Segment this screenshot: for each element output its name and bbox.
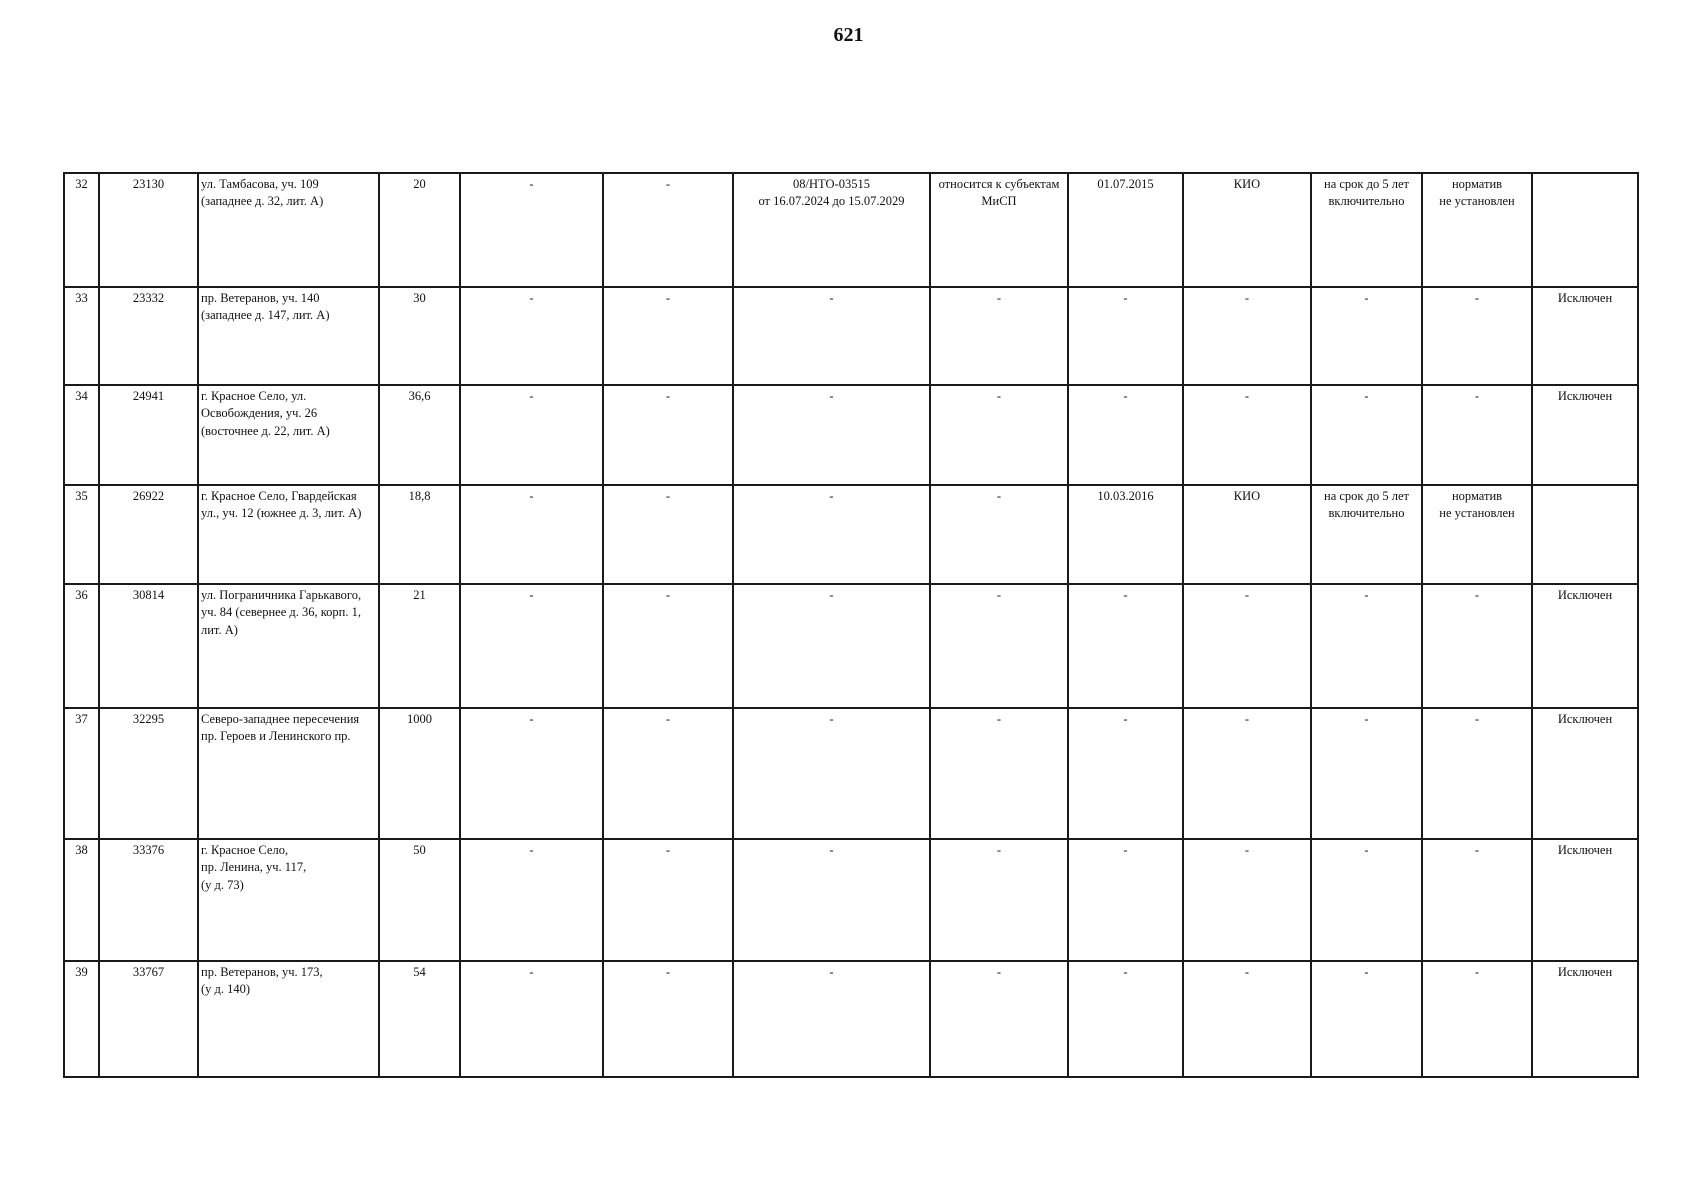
term-cell-text: - — [1364, 843, 1369, 857]
address-cell-text: г. Красное Село, пр. Ленина, уч. 117, (у д. 73) — [201, 843, 307, 892]
registry-table — [63, 172, 1639, 1078]
column-5-cell — [460, 584, 603, 708]
area-cell-text: 18,8 — [408, 489, 431, 503]
authority-cell-text: - — [1244, 712, 1250, 726]
smb-category-cell — [930, 385, 1068, 485]
contract-cell — [733, 485, 930, 584]
object-code-cell — [99, 485, 198, 584]
column-6-cell — [603, 485, 733, 584]
term-cell — [1311, 287, 1422, 385]
contract-cell-text: - — [829, 291, 834, 305]
column-6-cell-text: - — [665, 489, 671, 503]
contract-cell-text: - — [829, 389, 834, 403]
smb-category-cell — [930, 485, 1068, 584]
row-number-cell-text: 35 — [75, 489, 88, 503]
smb-category-cell-text: относится к субъектам МиСП — [938, 177, 1060, 209]
date-cell — [1068, 839, 1183, 961]
status-cell-text: Исключен — [1557, 389, 1613, 403]
row-number-cell-text: 33 — [75, 291, 88, 305]
norm-cell — [1422, 708, 1532, 839]
address-cell-text: пр. Ветеранов, уч. 173, (у д. 140) — [201, 965, 323, 997]
contract-cell — [733, 839, 930, 961]
address-cell — [198, 839, 379, 961]
status-cell-text: Исключен — [1557, 843, 1613, 857]
area-cell — [379, 287, 460, 385]
smb-category-cell-text: - — [996, 843, 1002, 857]
term-cell-text: - — [1364, 965, 1369, 979]
column-5-cell — [460, 708, 603, 839]
norm-cell-text: - — [1474, 291, 1480, 305]
area-cell-text: 1000 — [407, 712, 432, 726]
norm-cell — [1422, 173, 1532, 287]
address-cell — [198, 173, 379, 287]
date-cell — [1068, 584, 1183, 708]
term-cell — [1311, 961, 1422, 1077]
norm-cell — [1422, 385, 1532, 485]
column-6-cell-text: - — [665, 291, 671, 305]
smb-category-cell — [930, 173, 1068, 287]
object-code-cell — [99, 385, 198, 485]
object-code-cell-text: 23130 — [132, 177, 165, 191]
column-6-cell-text: - — [665, 588, 671, 602]
authority-cell-text: КИО — [1233, 489, 1261, 503]
table-row — [64, 485, 1638, 584]
table-row — [64, 385, 1638, 485]
column-5-cell — [460, 385, 603, 485]
column-6-cell-text: - — [665, 712, 671, 726]
row-number-cell — [64, 385, 99, 485]
contract-cell-text: - — [829, 843, 834, 857]
row-number-cell-text: 39 — [75, 965, 88, 979]
date-cell — [1068, 385, 1183, 485]
status-cell-text: Исключен — [1557, 588, 1613, 602]
address-cell — [198, 385, 379, 485]
row-number-cell — [64, 839, 99, 961]
object-code-cell-text: 23332 — [132, 291, 165, 305]
date-cell — [1068, 961, 1183, 1077]
term-cell-text: - — [1364, 712, 1369, 726]
date-cell-text: - — [1123, 588, 1128, 602]
object-code-cell-text: 33767 — [132, 965, 165, 979]
address-cell-text: ул. Пограничника Гарькавого, уч. 84 (севернее д. 36, корп. 1, лит. А) — [201, 588, 362, 637]
address-cell-text: Северо-западнее пересечения пр. Героев и Ленинского пр. — [201, 712, 360, 744]
row-number-cell-text: 38 — [75, 843, 88, 857]
row-number-cell-text: 36 — [75, 588, 88, 602]
status-cell — [1532, 708, 1638, 839]
term-cell-text: - — [1364, 588, 1369, 602]
area-cell — [379, 839, 460, 961]
authority-cell — [1183, 287, 1311, 385]
status-cell — [1532, 287, 1638, 385]
object-code-cell-text: 26922 — [132, 489, 165, 503]
authority-cell — [1183, 961, 1311, 1077]
address-cell-text: пр. Ветеранов, уч. 140 (западнее д. 147, лит. А) — [201, 291, 330, 323]
column-5-cell — [460, 839, 603, 961]
area-cell — [379, 485, 460, 584]
contract-cell — [733, 961, 930, 1077]
contract-cell — [733, 708, 930, 839]
contract-cell-text: - — [829, 588, 834, 602]
authority-cell — [1183, 485, 1311, 584]
smb-category-cell — [930, 287, 1068, 385]
address-cell — [198, 485, 379, 584]
row-number-cell — [64, 961, 99, 1077]
status-cell-text: Исключен — [1557, 712, 1613, 726]
area-cell-text: 36,6 — [408, 389, 431, 403]
authority-cell — [1183, 839, 1311, 961]
authority-cell-text: - — [1244, 389, 1250, 403]
contract-cell-text: 08/НТО-03515 от 16.07.2024 до 15.07.2029 — [758, 177, 905, 209]
object-code-cell — [99, 708, 198, 839]
column-6-cell — [603, 961, 733, 1077]
smb-category-cell — [930, 839, 1068, 961]
status-cell — [1532, 839, 1638, 961]
authority-cell — [1183, 708, 1311, 839]
authority-cell-text: - — [1244, 843, 1250, 857]
status-cell-text: Исключен — [1557, 291, 1613, 305]
date-cell-text: - — [1123, 843, 1128, 857]
area-cell — [379, 173, 460, 287]
date-cell-text: - — [1123, 965, 1128, 979]
address-cell — [198, 961, 379, 1077]
column-6-cell-text: - — [665, 389, 671, 403]
row-number-cell — [64, 708, 99, 839]
norm-cell — [1422, 287, 1532, 385]
column-5-cell-text: - — [529, 965, 534, 979]
date-cell-text: - — [1123, 712, 1128, 726]
term-cell-text: на срок до 5 лет включительно — [1324, 177, 1409, 209]
object-code-cell — [99, 839, 198, 961]
table-body — [64, 173, 1638, 1077]
address-cell-text: г. Красное Село, ул. Освобождения, уч. 26 (восточнее д. 22, лит. А) — [201, 389, 330, 438]
contract-cell-text: - — [829, 965, 834, 979]
authority-cell — [1183, 584, 1311, 708]
column-6-cell — [603, 287, 733, 385]
date-cell-text: - — [1123, 389, 1128, 403]
address-cell — [198, 287, 379, 385]
norm-cell-text: - — [1474, 389, 1480, 403]
status-cell — [1532, 961, 1638, 1077]
address-cell-text: г. Красное Село, Гвардейская ул., уч. 12 (южнее д. 3, лит. А) — [201, 489, 362, 521]
norm-cell — [1422, 485, 1532, 584]
column-5-cell — [460, 961, 603, 1077]
area-cell — [379, 584, 460, 708]
object-code-cell — [99, 961, 198, 1077]
column-5-cell-text: - — [529, 389, 534, 403]
table-row — [64, 961, 1638, 1077]
address-cell — [198, 584, 379, 708]
row-number-cell — [64, 485, 99, 584]
smb-category-cell — [930, 584, 1068, 708]
object-code-cell-text: 32295 — [132, 712, 165, 726]
column-6-cell — [603, 173, 733, 287]
norm-cell-text: - — [1474, 588, 1480, 602]
smb-category-cell-text: - — [996, 965, 1002, 979]
column-5-cell-text: - — [529, 489, 534, 503]
date-cell-text: - — [1123, 291, 1128, 305]
object-code-cell-text: 24941 — [132, 389, 165, 403]
row-number-cell-text: 32 — [75, 177, 88, 191]
norm-cell-text: - — [1474, 712, 1480, 726]
contract-cell — [733, 287, 930, 385]
column-6-cell — [603, 385, 733, 485]
term-cell — [1311, 584, 1422, 708]
column-6-cell-text: - — [665, 177, 671, 191]
object-code-cell-text: 33376 — [132, 843, 165, 857]
area-cell — [379, 708, 460, 839]
authority-cell — [1183, 173, 1311, 287]
row-number-cell-text: 34 — [75, 389, 88, 403]
object-code-cell — [99, 584, 198, 708]
address-cell — [198, 708, 379, 839]
smb-category-cell — [930, 961, 1068, 1077]
row-number-cell-text: 37 — [75, 712, 88, 726]
term-cell-text: - — [1364, 291, 1369, 305]
object-code-cell — [99, 173, 198, 287]
norm-cell-text: - — [1474, 843, 1480, 857]
table-row — [64, 584, 1638, 708]
table-row — [64, 839, 1638, 961]
status-cell-text: Исключен — [1557, 965, 1613, 979]
term-cell — [1311, 173, 1422, 287]
norm-cell — [1422, 961, 1532, 1077]
table-row — [64, 708, 1638, 839]
object-code-cell-text: 30814 — [132, 588, 165, 602]
status-cell — [1532, 173, 1638, 287]
date-cell — [1068, 173, 1183, 287]
address-cell-text: ул. Тамбасова, уч. 109 (западнее д. 32, лит. А) — [201, 177, 324, 209]
smb-category-cell-text: - — [996, 389, 1002, 403]
contract-cell — [733, 584, 930, 708]
contract-cell-text: - — [829, 712, 834, 726]
contract-cell-text: - — [829, 489, 834, 503]
column-5-cell-text: - — [529, 712, 534, 726]
column-6-cell — [603, 839, 733, 961]
authority-cell-text: - — [1244, 291, 1250, 305]
area-cell-text: 20 — [413, 177, 426, 191]
term-cell-text: на срок до 5 лет включительно — [1324, 489, 1409, 521]
date-cell-text: 10.03.2016 — [1097, 489, 1154, 503]
column-5-cell — [460, 485, 603, 584]
date-cell — [1068, 287, 1183, 385]
date-cell — [1068, 708, 1183, 839]
table-row — [64, 173, 1638, 287]
area-cell-text: 21 — [413, 588, 426, 602]
table-row — [64, 287, 1638, 385]
smb-category-cell-text: - — [996, 291, 1002, 305]
column-6-cell — [603, 584, 733, 708]
column-5-cell-text: - — [529, 843, 534, 857]
authority-cell-text: - — [1244, 588, 1250, 602]
status-cell — [1532, 584, 1638, 708]
norm-cell — [1422, 584, 1532, 708]
area-cell-text: 50 — [413, 843, 426, 857]
object-code-cell — [99, 287, 198, 385]
contract-cell — [733, 173, 930, 287]
term-cell — [1311, 485, 1422, 584]
norm-cell-text: - — [1474, 965, 1480, 979]
status-cell — [1532, 385, 1638, 485]
smb-category-cell-text: - — [996, 489, 1002, 503]
column-5-cell — [460, 287, 603, 385]
area-cell — [379, 961, 460, 1077]
authority-cell-text: КИО — [1233, 177, 1261, 191]
status-cell — [1532, 485, 1638, 584]
area-cell-text: 54 — [413, 965, 426, 979]
date-cell — [1068, 485, 1183, 584]
term-cell — [1311, 385, 1422, 485]
row-number-cell — [64, 287, 99, 385]
column-6-cell-text: - — [665, 965, 671, 979]
column-5-cell-text: - — [529, 291, 534, 305]
term-cell-text: - — [1364, 389, 1369, 403]
column-5-cell — [460, 173, 603, 287]
column-6-cell — [603, 708, 733, 839]
area-cell-text: 30 — [413, 291, 426, 305]
smb-category-cell — [930, 708, 1068, 839]
norm-cell-text: норматив не установлен — [1439, 489, 1515, 521]
term-cell — [1311, 839, 1422, 961]
contract-cell — [733, 385, 930, 485]
column-5-cell-text: - — [529, 177, 534, 191]
row-number-cell — [64, 584, 99, 708]
authority-cell — [1183, 385, 1311, 485]
authority-cell-text: - — [1244, 965, 1250, 979]
page-number: 621 — [833, 24, 864, 46]
row-number-cell — [64, 173, 99, 287]
norm-cell-text: норматив не установлен — [1439, 177, 1515, 209]
area-cell — [379, 385, 460, 485]
smb-category-cell-text: - — [996, 712, 1002, 726]
column-5-cell-text: - — [529, 588, 534, 602]
term-cell — [1311, 708, 1422, 839]
column-6-cell-text: - — [665, 843, 671, 857]
smb-category-cell-text: - — [996, 588, 1002, 602]
norm-cell — [1422, 839, 1532, 961]
date-cell-text: 01.07.2015 — [1097, 177, 1154, 191]
